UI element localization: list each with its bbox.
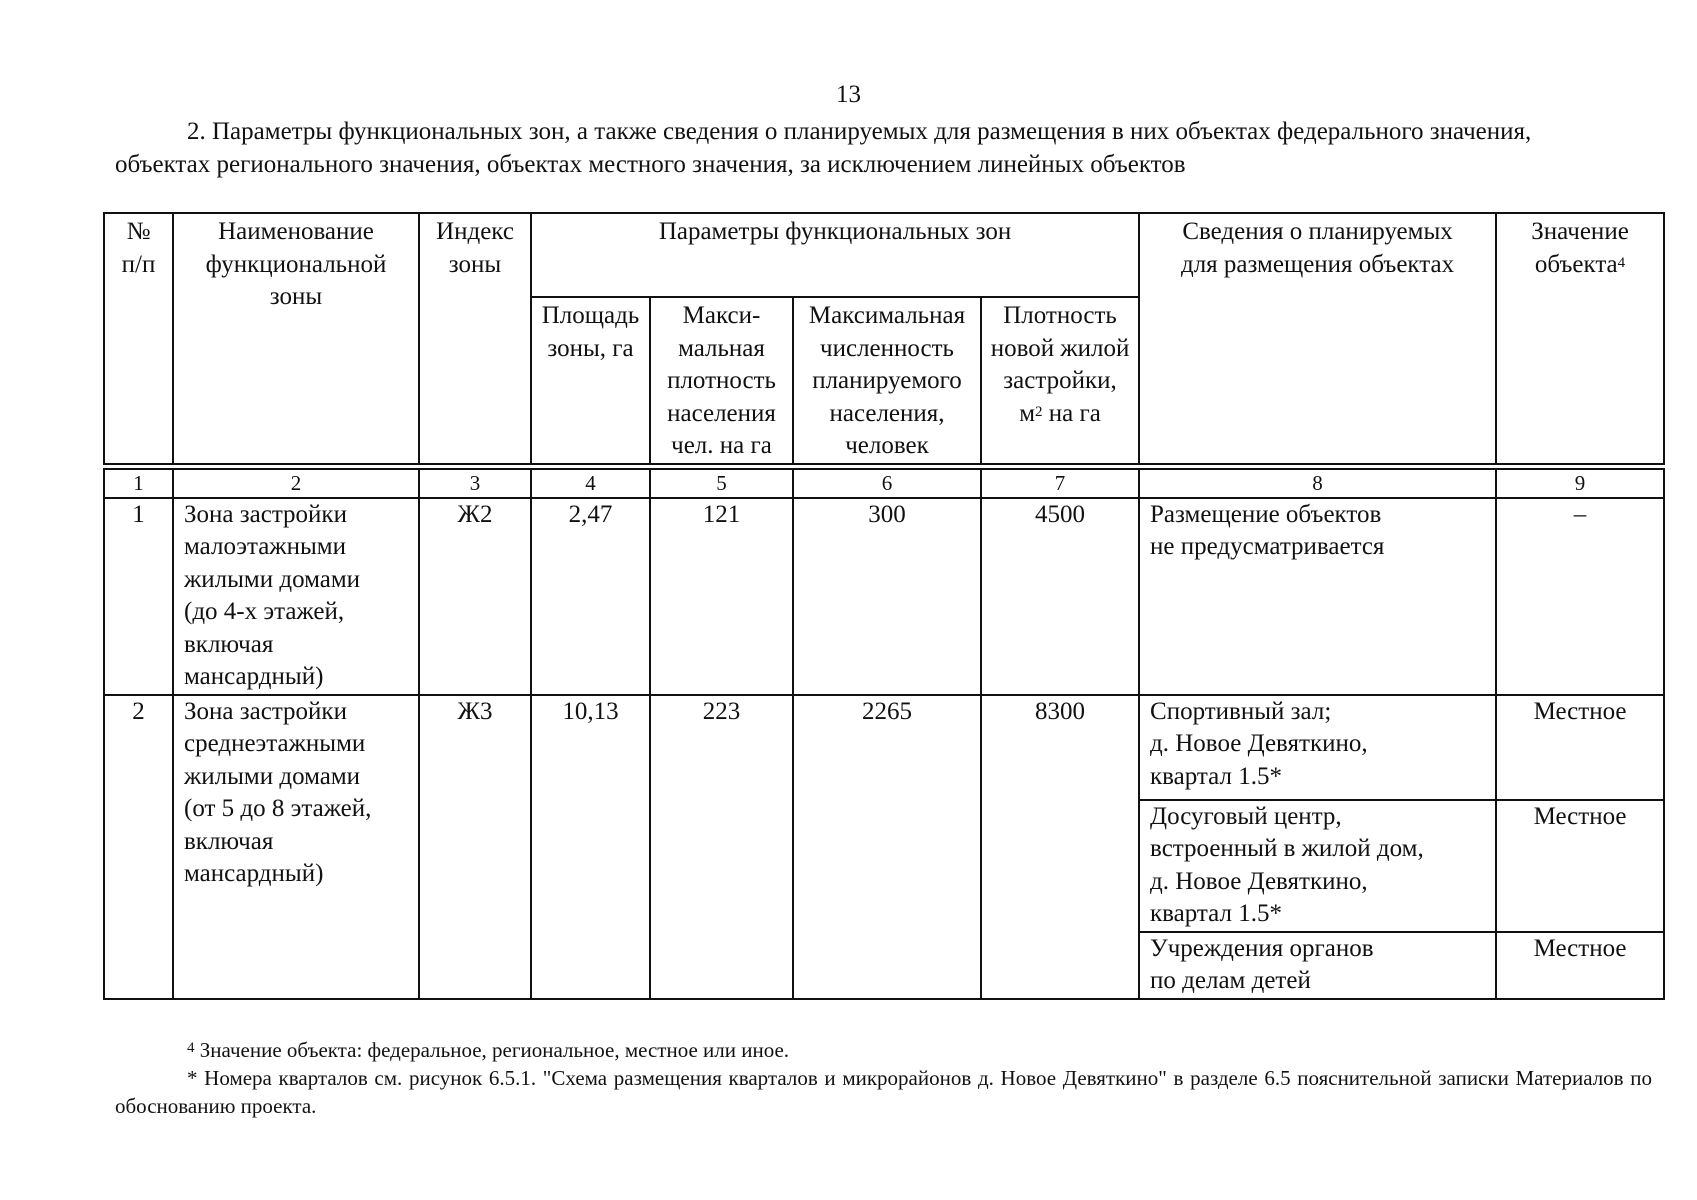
zone-name-cell: Зона застройки малоэтажными жилыми домами (до 4-х этажей, включая мансардный) xyxy=(173,498,419,695)
footnote-4-marker: 4 xyxy=(187,1040,195,1056)
column-number: 4 xyxy=(531,469,650,498)
functional-zones-table-wrapper xyxy=(103,212,1663,1000)
table-header-row-1 xyxy=(104,213,1664,297)
max-population: 300 xyxy=(793,498,981,695)
section-heading: 2. Параметры функциональных зон, а также сведения о планируемых для размещения в них объектах федерального значения, объектах регионального значения, объектах местного значения, за исключением линейных объектов xyxy=(115,118,1532,178)
zone-index: Ж3 xyxy=(419,695,531,999)
footnote-star: * Номера кварталов см. рисунок 6.5.1. "Схема размещения кварталов и микрорайонов д. Новое Девяткино" в разделе 6.5 пояснительной записки Материалов по обоснованию проекта. xyxy=(115,1066,1652,1118)
max-density: 121 xyxy=(650,498,793,695)
object-significance: Местное xyxy=(1496,932,1664,999)
header-num: № п/п xyxy=(104,213,173,464)
column-number: 9 xyxy=(1496,469,1664,498)
object-significance: – xyxy=(1496,498,1664,695)
max-population: 2265 xyxy=(793,695,981,999)
header-planned-objects: Сведения о планируемых для размещения объектах xyxy=(1139,213,1496,464)
footnote-4-ref: 4 xyxy=(1617,254,1626,271)
housing-density: 4500 xyxy=(981,498,1139,695)
header-zone-index: Индекс зоны xyxy=(419,213,531,464)
header-zone-area: Площадь зоны, га xyxy=(531,297,650,464)
zone-area: 10,13 xyxy=(531,695,650,999)
zone-index: Ж2 xyxy=(419,498,531,695)
column-number: 8 xyxy=(1139,469,1496,498)
column-number: 6 xyxy=(793,469,981,498)
header-max-density: Макси- мальная плотность населения чел. на га xyxy=(650,297,793,464)
page-number: 13 xyxy=(836,81,861,108)
row-num: 1 xyxy=(104,498,173,695)
column-number: 3 xyxy=(419,469,531,498)
column-number-row xyxy=(104,469,1664,498)
planned-objects-cell: Досуговый центр, встроенный в жилой дом, д. Новое Девяткино, квартал 1.5* xyxy=(1139,800,1496,932)
object-significance: Местное xyxy=(1496,800,1664,932)
header-housing-density: Плотность новой жилой застройки, $м^2$ на га xyxy=(981,297,1139,464)
zone-area: 2,47 xyxy=(531,498,650,695)
column-number: 2 xyxy=(173,469,419,498)
footnotes xyxy=(115,1036,1652,1120)
object-significance: Местное xyxy=(1496,695,1664,800)
column-number: 5 xyxy=(650,469,793,498)
column-number: 1 xyxy=(104,469,173,498)
header-object-significance: Значение объекта$^4$ xyxy=(1496,213,1664,464)
header-zone-parameters: Параметры функциональных зон xyxy=(531,213,1139,297)
zone-name-cell: Зона застройки среднеэтажными жилыми домами (от 5 до 8 этажей, включая мансардный) xyxy=(173,695,419,999)
table-row xyxy=(104,498,1664,695)
housing-density: 8300 xyxy=(981,695,1139,999)
planned-objects-cell: Спортивный зал; д. Новое Девяткино, квартал 1.5* xyxy=(1139,695,1496,800)
planned-objects-cell: Размещение объектов не предусматривается xyxy=(1139,498,1496,695)
planned-objects-cell: Учреждения органов по делам детей xyxy=(1139,932,1496,999)
footnote-4: $^4$ Значение объекта: федеральное, региональное, местное или иное. xyxy=(187,1038,790,1062)
row-num: 2 xyxy=(104,695,173,999)
column-number: 7 xyxy=(981,469,1139,498)
max-density: 223 xyxy=(650,695,793,999)
functional-zones-table xyxy=(103,212,1665,1000)
header-max-population: Максимальная численность планируемого населения, человек xyxy=(793,297,981,464)
header-zone-name: Наименование функциональной зоны xyxy=(173,213,419,464)
table-row xyxy=(104,695,1664,800)
